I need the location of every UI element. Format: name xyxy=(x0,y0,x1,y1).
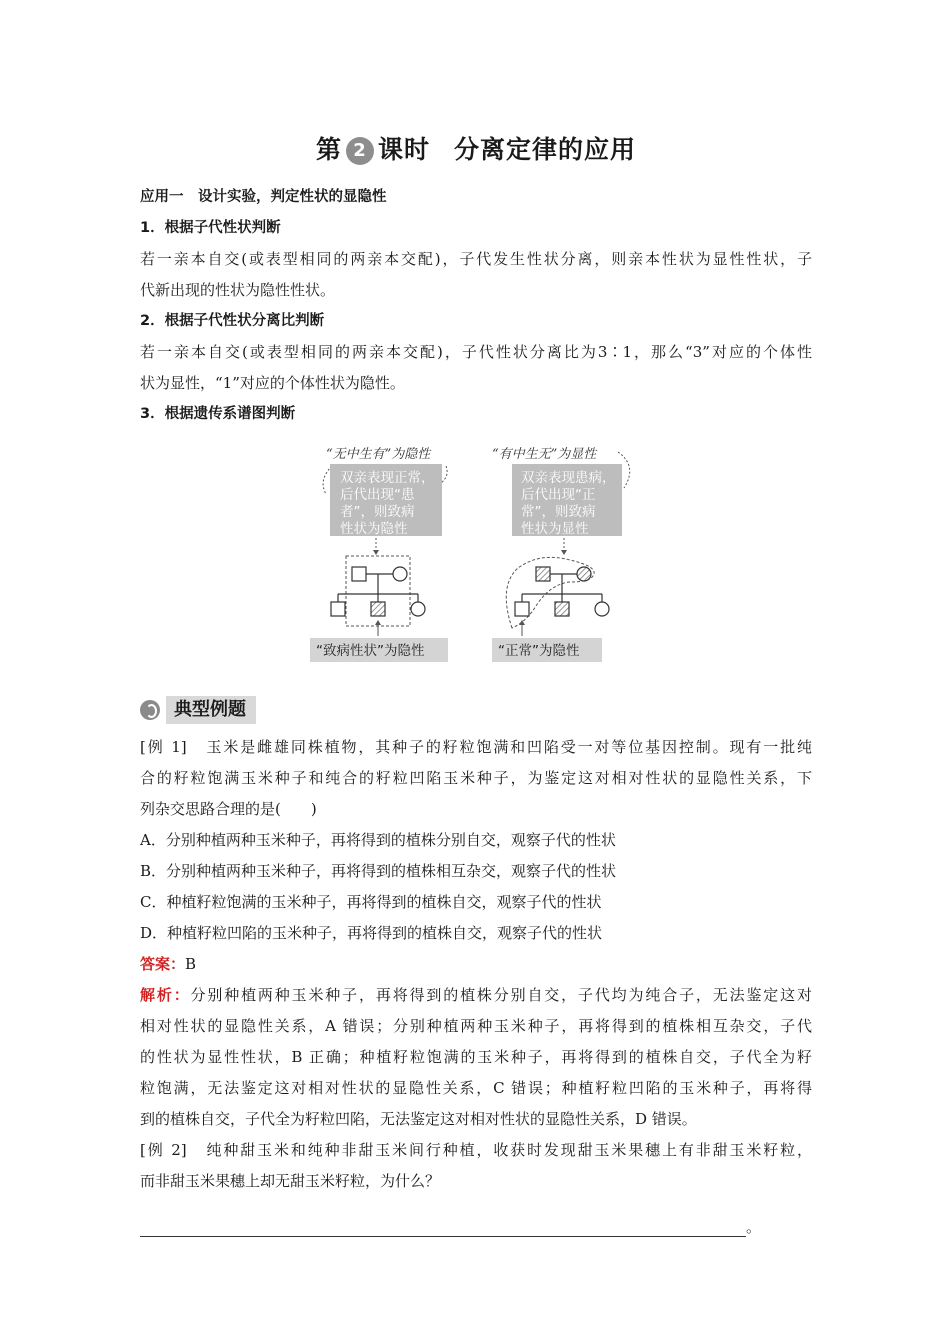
example2-tag: [例 2] xyxy=(140,1141,187,1159)
right-child-affected-male xyxy=(555,602,569,616)
section-badge-icon xyxy=(140,700,160,720)
typical-examples-header xyxy=(140,690,812,730)
left-child-normal-male xyxy=(331,602,345,616)
item2-text-line2: 状为显性，“1”对应的个体性状为隐性。 xyxy=(140,374,405,392)
right-mother-affected-female xyxy=(577,567,591,581)
page-content xyxy=(140,132,812,1237)
answer-blank xyxy=(140,1197,812,1237)
left-bottom-label: “致病性状”为隐性 xyxy=(316,643,425,659)
answer-blank-period: 。 xyxy=(746,1218,762,1236)
right-bottom-label: “正常”为隐性 xyxy=(498,643,580,659)
example2-line1 xyxy=(140,1135,812,1166)
example1-line1 xyxy=(140,732,812,763)
example1-tag: [例 1] xyxy=(140,738,187,756)
analysis-label: 解析： xyxy=(140,986,191,1004)
analysis-text1: 分别种植两种玉米种子，再将得到的植株分别自交，子代均为纯合子，无法鉴定这对 xyxy=(190,986,812,1004)
answer-blank-rule[interactable] xyxy=(140,1208,746,1237)
page-title xyxy=(140,132,812,168)
item1-title: 1．根据子代性状判断 xyxy=(140,220,281,236)
item3-title: 3．根据遗传系谱图判断 xyxy=(140,406,296,422)
analysis-line2: 相对性状的显隐性关系，A 错误；分别种植两种玉米种子，再将得到的植株相互杂交，子代 xyxy=(140,1017,812,1035)
answer-value: B xyxy=(185,955,197,973)
option-a: A．分别种植两种玉米种子，再将得到的植株分别自交，观察子代的性状 xyxy=(140,831,616,849)
right-child-normal-female xyxy=(595,602,609,616)
item2-title: 2．根据子代性状分离比判断 xyxy=(140,313,325,329)
right-box-line4: 性状为显性 xyxy=(521,521,589,537)
item1-text-line1: 若一亲本自交(或表型相同的两亲本交配)，子代发生性状分离，则亲本性状为显性性状，子 xyxy=(140,250,812,268)
right-father-affected-male xyxy=(536,567,550,581)
left-box-line1: 双亲表现正常， xyxy=(340,470,435,486)
option-d: D．种植籽粒凹陷的玉米种子，再将得到的植株自交，观察子代的性状 xyxy=(140,924,603,942)
analysis-line5: 到的植株自交，子代全为籽粒凹陷，无法鉴定这对相对性状的显隐性关系，D 错误。 xyxy=(140,1110,697,1128)
analysis-line3: 的性状为显性性状，B 正确；种植籽粒饱满的玉米种子，再将得到的植株自交，子代全为籽 xyxy=(140,1048,812,1066)
section1-heading: 应用一 设计实验，判定性状的显隐性 xyxy=(140,189,387,205)
item2-text-line1: 若一亲本自交(或表型相同的两亲本交配)，子代性状分离比为3∶1，那么“3”对应的个体性 xyxy=(140,343,812,361)
example2-line2: 而非甜玉米果穗上却无甜玉米籽粒，为什么？ xyxy=(140,1172,441,1190)
lesson-number-badge: 2 xyxy=(346,137,374,165)
right-handwrite-caption: “有中生无”为显性 xyxy=(492,447,597,462)
left-handwrite-caption: “无中生有”为隐性 xyxy=(326,447,431,462)
right-box-line1: 双亲表现患病， xyxy=(521,470,616,486)
right-child-normal-male xyxy=(515,602,529,616)
example1-line3: 列杂交思路合理的是( ) xyxy=(140,800,317,818)
left-child-affected-male xyxy=(371,602,385,616)
title-prefix: 第 xyxy=(315,135,342,164)
example1-text1: 玉米是雌雄同株植物，其种子的籽粒饱满和凹陷受一对等位基因控制。现有一批纯 xyxy=(204,738,812,756)
title-main: 分离定律的应用 xyxy=(454,135,637,164)
answer-label: 答案： xyxy=(140,955,186,973)
right-arrow-head xyxy=(561,550,567,555)
option-b: B．分别种植两种玉米种子，再将得到的植株相互杂交，观察子代的性状 xyxy=(140,862,617,880)
title-suffix: 课时 xyxy=(377,135,430,164)
left-father-normal-male xyxy=(352,567,366,581)
answer-row xyxy=(140,949,812,980)
right-box-line2: 后代出现“正 xyxy=(521,487,596,503)
typical-examples-label: 典型例题 xyxy=(166,696,256,724)
left-arrow-head xyxy=(373,550,379,555)
pedigree-diagram xyxy=(140,436,812,680)
example1-line2: 合的籽粒饱满玉米种子和纯合的籽粒凹陷玉米种子，为鉴定这对相对性状的显隐性关系，下 xyxy=(140,769,812,787)
left-child-normal-female xyxy=(411,602,425,616)
left-mother-normal-female xyxy=(393,567,407,581)
left-box-line4: 性状为隐性 xyxy=(340,521,408,537)
right-box-line3: 常”，则致病 xyxy=(521,504,596,520)
left-box-line2: 后代出现“患 xyxy=(340,487,415,503)
item1-text-line2: 代新出现的性状为隐性性状。 xyxy=(140,281,336,299)
analysis-line1 xyxy=(140,980,812,1011)
left-arrow-up-head xyxy=(375,620,381,625)
example2-text1: 纯种甜玉米和纯种非甜玉米间行种植，收获时发现甜玉米果穗上有非甜玉米籽粒， xyxy=(204,1141,812,1159)
analysis-line4: 粒饱满，无法鉴定这对相对性状的显隐性关系，C 错误；种植籽粒凹陷的玉米种子，再将得 xyxy=(140,1079,812,1097)
left-box-line3: 者”，则致病 xyxy=(340,504,415,520)
option-c: C．种植籽粒饱满的玉米种子，再将得到的植株自交，观察子代的性状 xyxy=(140,893,602,911)
